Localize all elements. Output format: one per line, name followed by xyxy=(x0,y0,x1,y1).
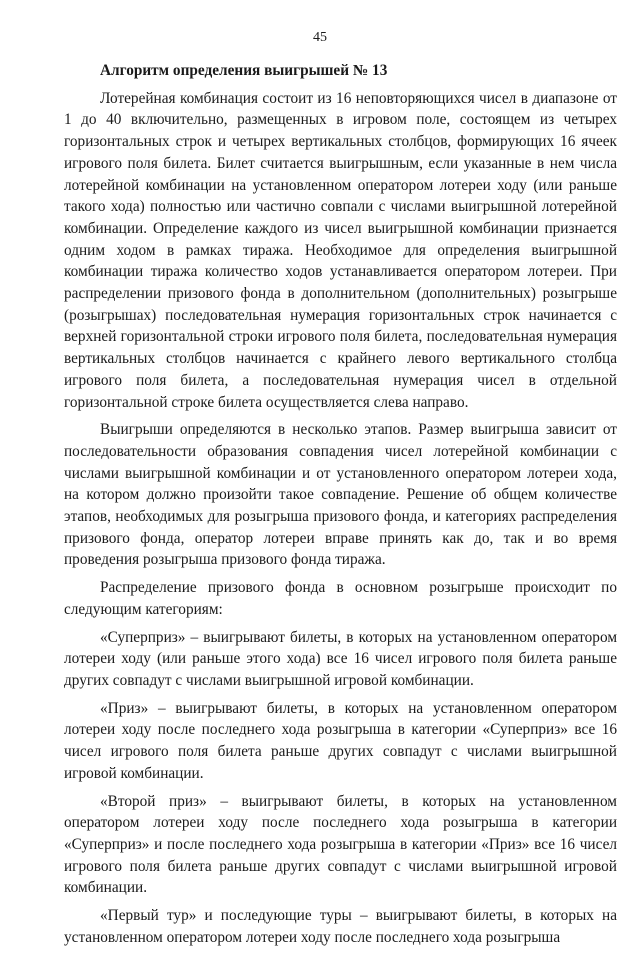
document-body xyxy=(64,60,617,954)
section-heading: Алгоритм определения выигрышей № 13 xyxy=(100,62,388,79)
paragraph-superprize: «Суперприз» – выигрывают билеты, в которых на установленном оператором лотереи ходу (или раньше этого хода) все 16 чисел игрового поля билета раньше других совпадут с числами выигрышной игровой комбинации. xyxy=(64,628,617,689)
paragraph-stages: Выигрыши определяются в несколько этапов. Размер выигрыша зависит от последовательности образования совпадения чисел лотерейной комбинации с числами выигрышной комбинации и от установленного оператором лотереи хода, на котором должно произойти такое совпадение. Решение об общем количестве этапов, необходимых для розыгрыша призового фонда, и категориях распределения призового фонда, оператор лотереи вправе принять как до, так и во время проведения розыгрыша призового фонда тиража. xyxy=(64,421,617,569)
page-number: 45 xyxy=(313,30,327,45)
paragraph-categories-intro: Распределение призового фонда в основном розыгрыше происходит по следующим категориям: xyxy=(64,579,617,618)
paragraph-second-prize: «Второй приз» – выигрывают билеты, в которых на установленном оператором лотереи ходу после последнего хода розыгрыша в категории «Суперприз» и после последнего хода розыгрыша в категории «Приз» все 16 чисел игрового поля билета раньше других совпадут с числами выигрышной игровой комбинации. xyxy=(64,792,617,897)
paragraph-combination: Лотерейная комбинация состоит из 16 неповторяющихся чисел в диапазоне от 1 до 40 включительно, размещенных в игровом поле, состоящем из четырех горизонтальных строк и четырех вертикальных столбцов, формирующих 16 ячеек игрового поля билета. Билет считается выигрышным, если указанные в нем числа лотерейной комбинации на установленном оператором лотереи ходу (или раньше такого хода) полностью или частично совпали с числами выигрышной лотерейной комбинации. Определение каждого из чисел выигрышной комбинации признается одним ходом в рамках тиража. Необходимое для определения выигрышной комбинации тиража количество ходов устанавливается оператором лотереи. При распределении призового фонда в дополнительном (дополнительных) розыгрыше (розыгрышах) последовательная нумерация горизонтальных строк начинается с верхней горизонтальной строки игрового поля билета, последовательная нумерация вертикальных столбцов начинается с крайнего левого вертикального столбца игрового поля билета, а последовательная нумерация чисел в отдельной горизонтальной строке билета осуществляется слева направо. xyxy=(64,89,617,411)
paragraph-prize: «Приз» – выигрывают билеты, в которых на установленном оператором лотереи ходу после последнего хода розыгрыша в категории «Суперприз» все 16 чисел игрового поля билета раньше других совпадут с числами выигрышной игровой комбинации. xyxy=(64,699,617,782)
paragraph-first-round: «Первый тур» и последующие туры – выигрывают билеты, в которых на установленном оператором лотереи ходу после последнего хода розыгрыша xyxy=(64,907,617,946)
